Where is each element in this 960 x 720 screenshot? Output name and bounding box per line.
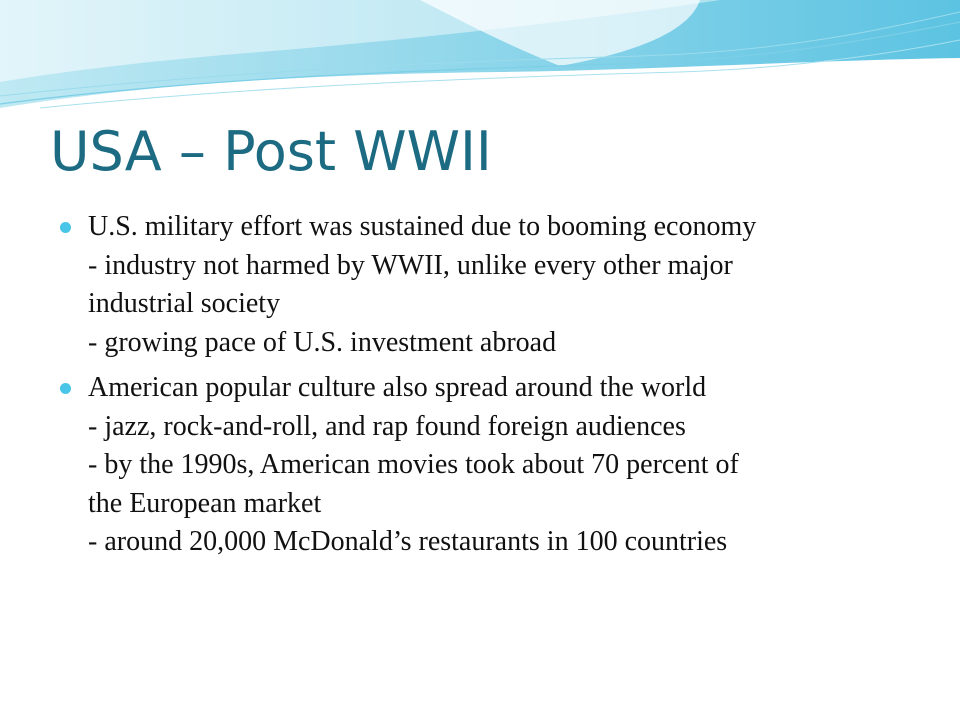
bullet-line: - industry not harmed by WWII, unlike every other major (88, 249, 733, 281)
bullet-line: the European market (88, 487, 322, 519)
slide-title: USA – Post WWII (50, 120, 492, 183)
bullet-line: industrial society (88, 288, 281, 319)
header-wave-decoration (0, 0, 960, 120)
bullet-line: - growing pace of U.S. investment abroad (88, 326, 557, 358)
bullet-list (60, 208, 910, 569)
bullet-item (60, 208, 910, 362)
bullet-dot-icon (60, 222, 71, 233)
bullet-line: - around 20,000 McDonald’s restaurants in 100 countries (88, 526, 728, 557)
bullet-line: American popular culture also spread around the world (88, 372, 707, 403)
bullet-line: - by the 1990s, American movies took about 70 percent of (88, 449, 739, 480)
bullet-line: - jazz, rock-and-roll, and rap found foreign audiences (88, 410, 686, 442)
bullet-item (60, 369, 910, 562)
bullet-line: U.S. military effort was sustained due to booming economy (88, 211, 757, 242)
bullet-dot-icon (60, 383, 71, 394)
